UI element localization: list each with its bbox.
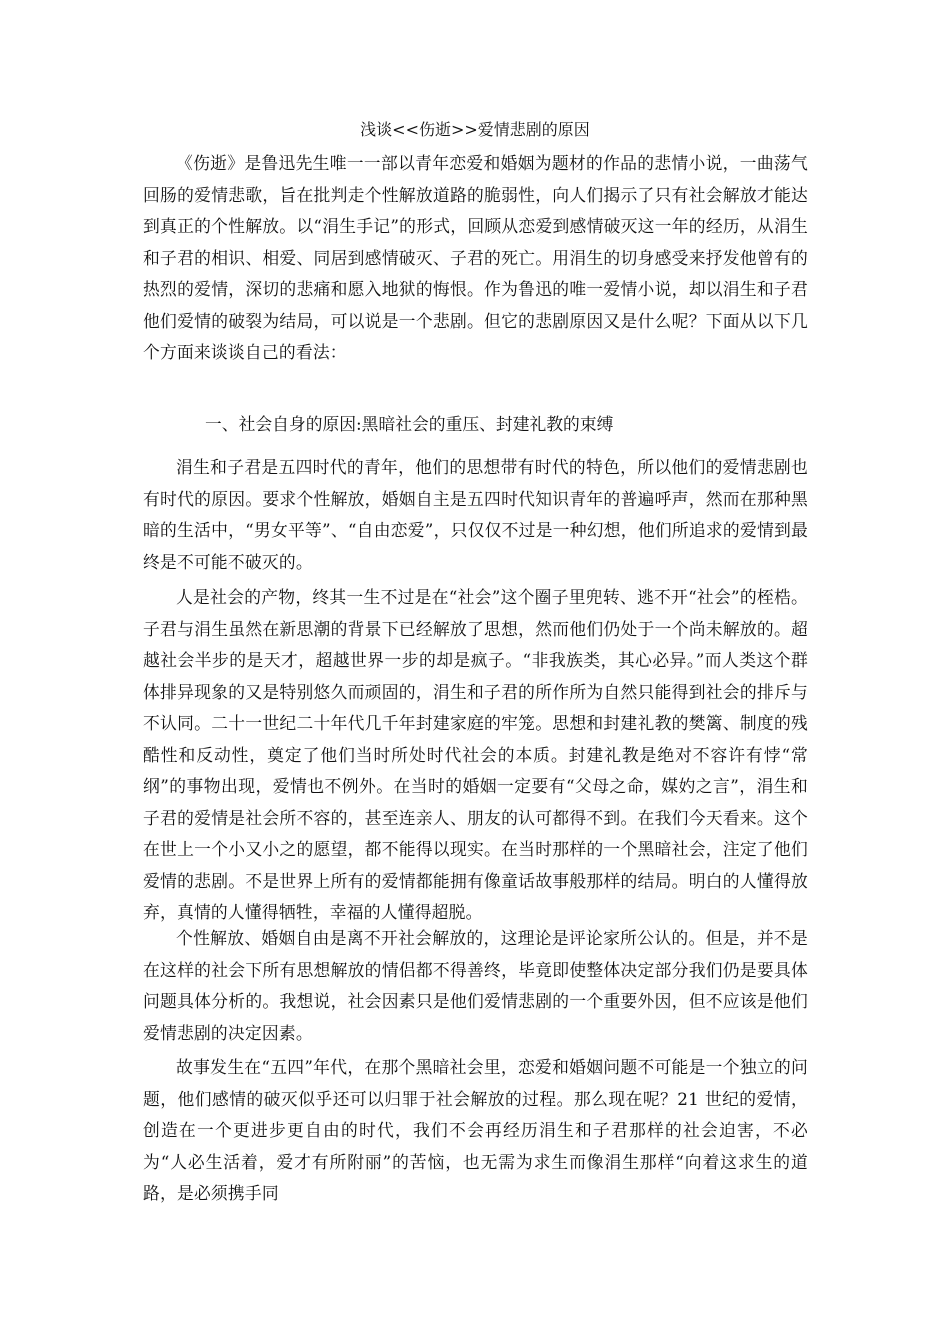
document-title: 浅谈<<伤逝>>爱情悲剧的原因 — [360, 120, 590, 139]
intro-paragraph: 《伤逝》是鲁迅先生唯一一部以青年恋爱和婚姻为题材的作品的悲情小说，一曲荡气回肠的爱情悲歌，旨在批判走个性解放道路的脆弱性，向人们揭示了只有社会解放才能达到真正的个性解放。以“涓生手记”的形式，回顾从恋爱到感情破灭这一年的经历，从涓生和子君的相识、相爱、同居到感情破灭、子君的死亡。用涓生的切身感受来抒发他曾有的热烈的爱情，深切的悲痛和愿入地狱的悔恨。作为鲁迅的唯一爱情小说，却以涓生和子君他们爱情的破裂为结局，可以说是一个悲剧。但它的悲剧原因又是什么呢？下面从以下几个方面来谈谈自己的看法： — [143, 153, 808, 362]
body-paragraph: 个性解放、婚姻自由是离不开社会解放的，这理论是评论家所公认的。但是，并不是在这样的社会下所有思想解放的情侣都不得善终，毕竟即使整体决定部分我们仍是要具体问题具体分析的。我想说，社会因素只是他们爱情悲剧的一个重要外因，但不应该是他们爱情悲剧的决定因素。 — [143, 928, 808, 1043]
body-paragraph: 涓生和子君是五四时代的青年，他们的思想带有时代的特色，所以他们的爱情悲剧也有时代的原因。要求个性解放，婚姻自主是五四时代知识青年的普遍呼声，然而在那种黑暗的生活中，“男女平等”、“自由恋爱”，只仅仅不过是一种幻想，他们所追求的爱情到最终是不可能不破灭的。 — [143, 457, 808, 572]
body-paragraph: 故事发生在“五四”年代，在那个黑暗社会里，恋爱和婚姻问题不可能是一个独立的问题，他们感情的破灭似乎还可以归罪于社会解放的过程。那么现在呢？21 世纪的爱情，创造在一个更进步更自由的时代，我们不会再经历涓生和子君那样的社会迫害，不必为“人必生活着，爱才有所附丽”的苦恼，也无需为求生而像涓生那样“向着这求生的道路，是必须携手同 — [143, 1057, 808, 1203]
body-paragraph: 人是社会的产物，终其一生不过是在“社会”这个圈子里兜转、逃不开“社会”的桎梏。子君与涓生虽然在新思潮的背景下已经解放了思想，然而他们仍处于一个尚未解放的。超越社会半步的是天才，超越世界一步的却是疯子。“非我族类，其心必异。”而人类这个群体排异现象的又是特别悠久而顽固的，涓生和子君的所作所为自然只能得到社会的排斥与不认同。二十一世纪二十年代几千年封建家庭的牢笼。思想和封建礼教的樊篱、制度的残酷性和反动性，奠定了他们当时所处时代社会的本质。封建礼教是绝对不容许有悖“常纲”的事物出现，爱情也不例外。在当时的婚姻一定要有“父母之命，媒妁之言”，涓生和子君的爱情是社会所不容的，甚至连亲人、朋友的认可都得不到。在我们今天看来。这个在世上一个小又小之的愿望，都不能得以现实。在当时那样的一个黑暗社会，注定了他们爱情的悲剧。不是世界上所有的爱情都能拥有像童话故事般那样的结局。明白的人懂得放弃，真情的人懂得牺牲，幸福的人懂得超脱。 — [143, 587, 808, 922]
section-heading: 一、社会自身的原因:黑暗社会的重压、封建礼教的束缚 — [205, 414, 614, 434]
